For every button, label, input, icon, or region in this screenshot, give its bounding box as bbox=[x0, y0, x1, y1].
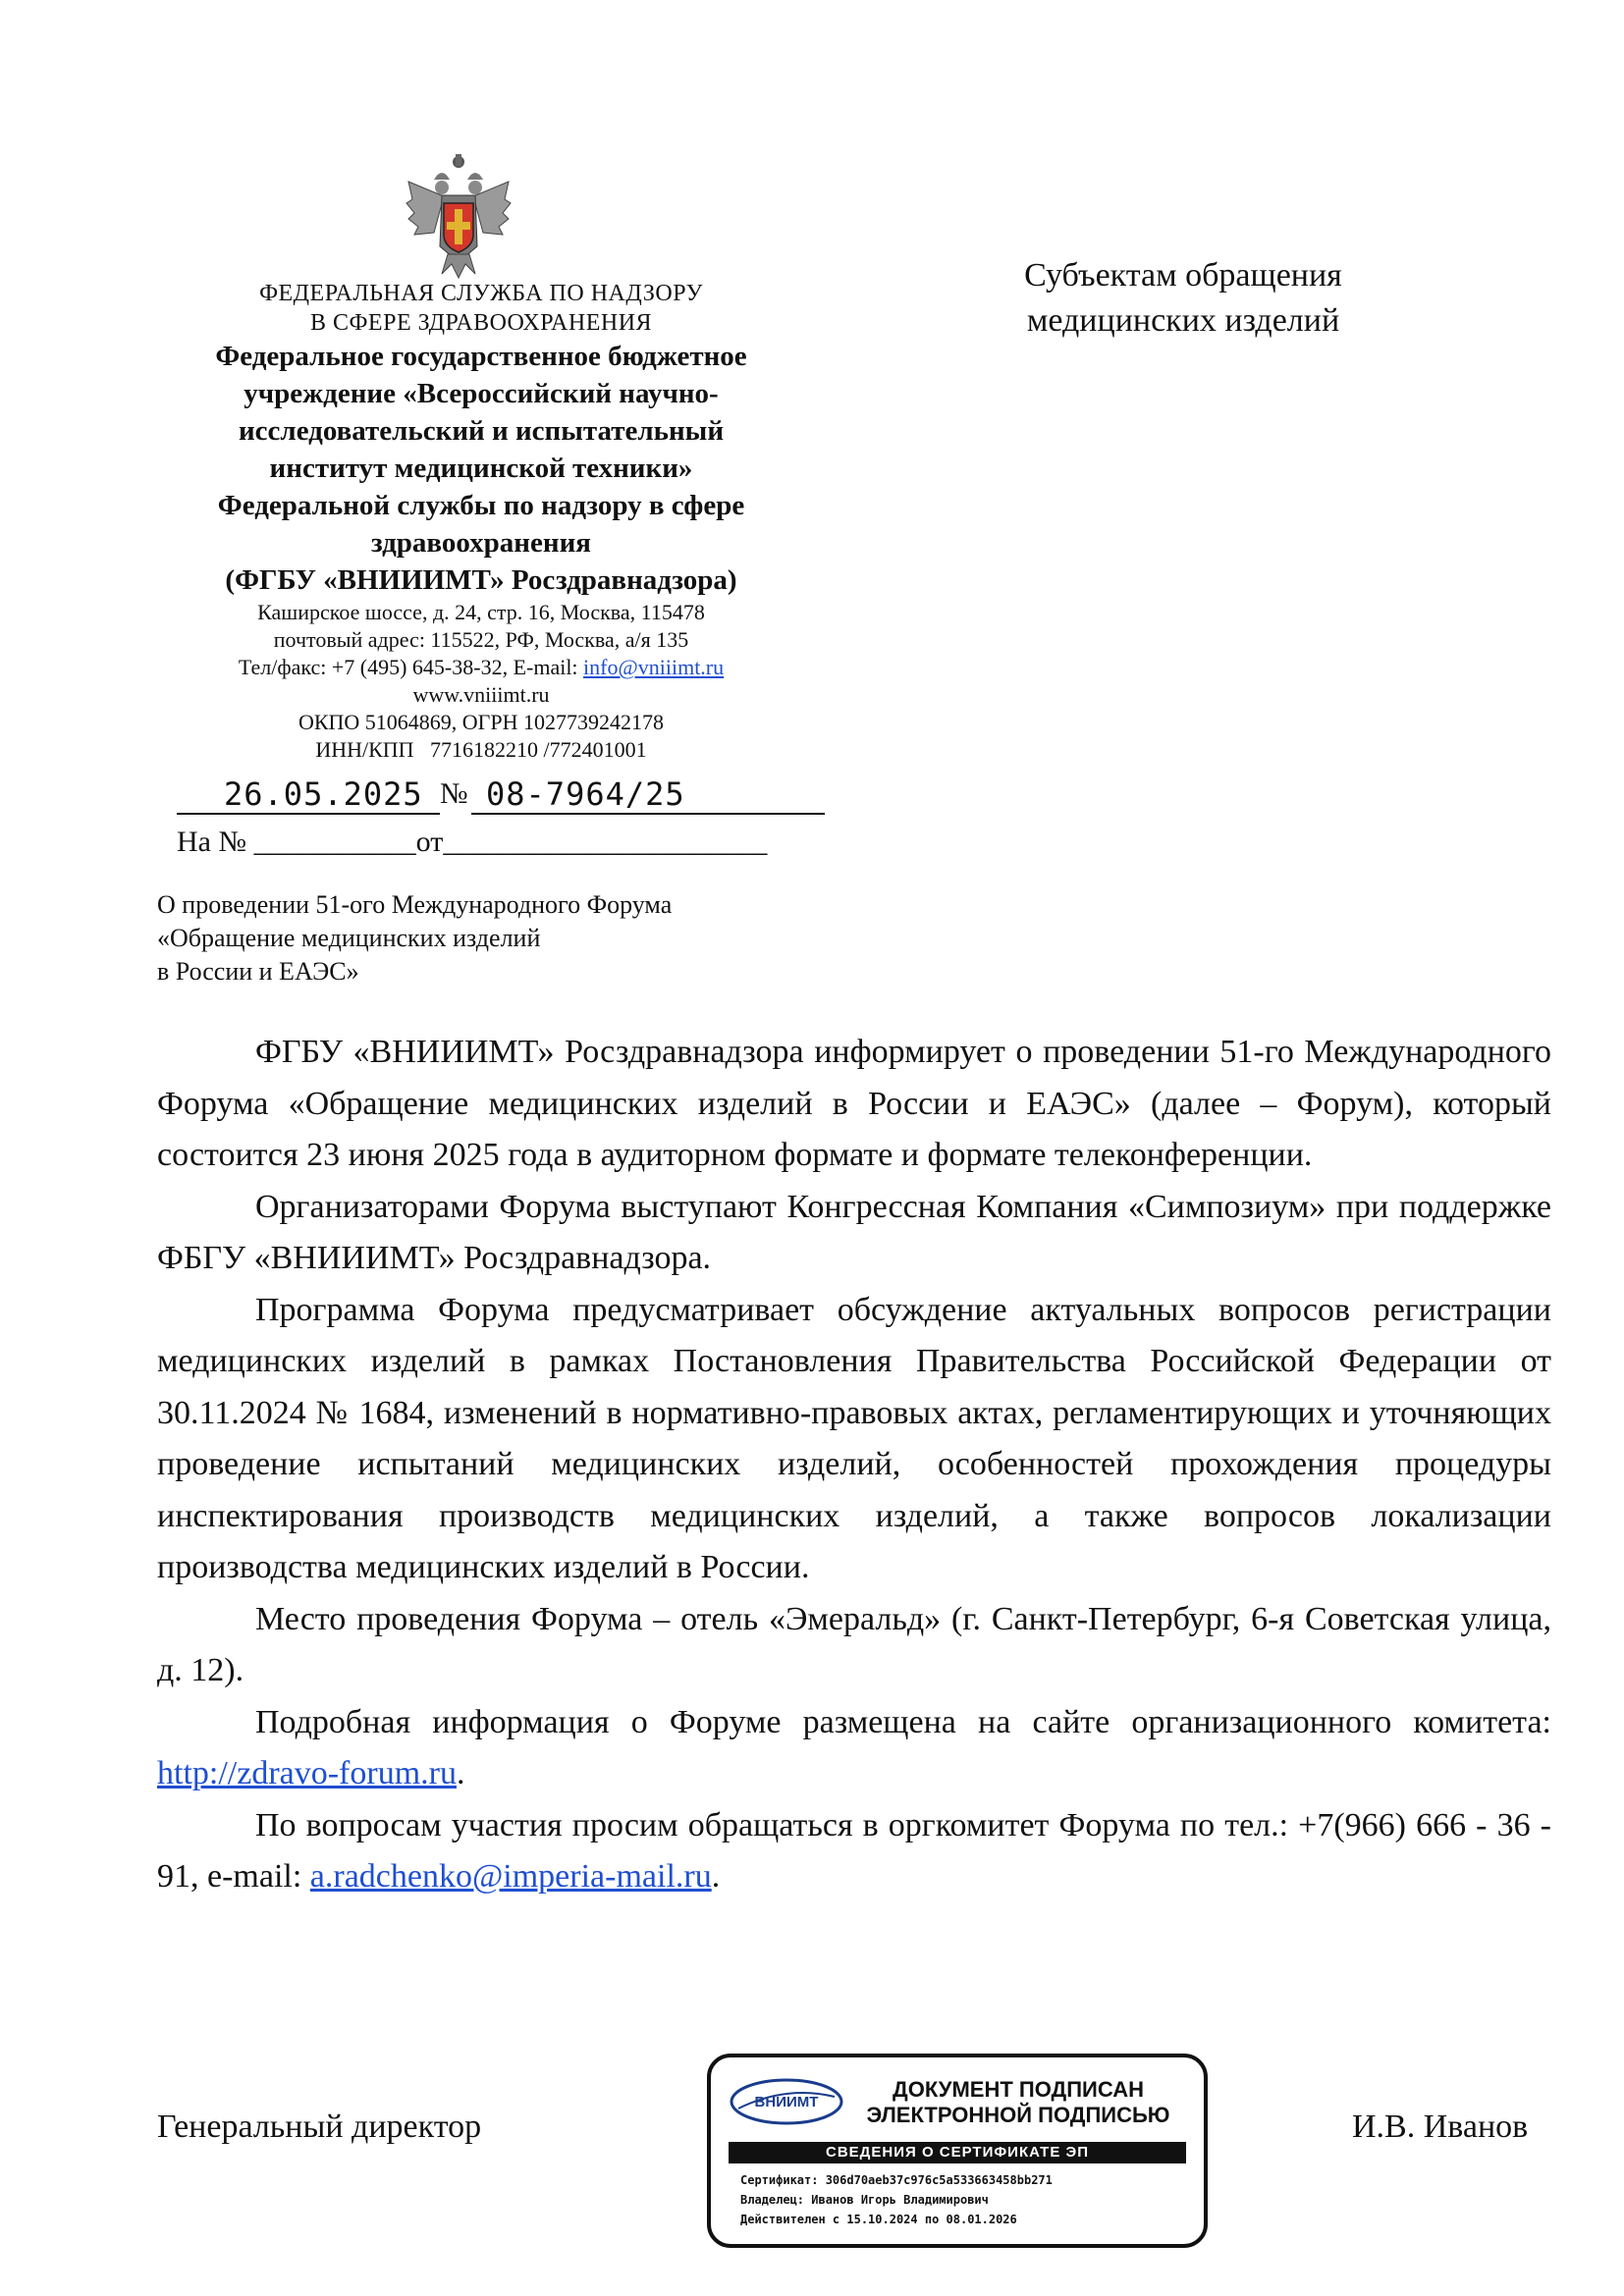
org-line: учреждение «Всероссийский научно- bbox=[244, 378, 719, 409]
addressee-line: медицинских изделий bbox=[1026, 302, 1340, 339]
paragraph-text: Подробная информация о Форуме размещена на сайте организационного комитета: bbox=[255, 1703, 1551, 1740]
registration-line bbox=[177, 775, 825, 815]
forum-website-link[interactable]: http://zdravo-forum.ru bbox=[157, 1755, 457, 1791]
paragraph bbox=[157, 1800, 1551, 1903]
website: www.vniiimt.ru bbox=[412, 682, 550, 707]
stamp-title bbox=[837, 2077, 1200, 2128]
stamp-owner: Владелец: Иванов Игорь Владимирович bbox=[740, 2193, 989, 2207]
org-line: институт медицинской техники» bbox=[269, 453, 693, 484]
letter-subject bbox=[157, 888, 844, 988]
email-link[interactable]: info@vniiimt.ru bbox=[583, 655, 725, 679]
signer-title: Генеральный директор bbox=[157, 2109, 482, 2145]
stamp-certificate: Сертификат: 306d70aeb37c976c5a533663458bb271 bbox=[740, 2173, 1053, 2187]
stamp-logo-text: ВНИИМТ bbox=[754, 2094, 819, 2110]
addressee-line: Субъектам обращения bbox=[1024, 257, 1342, 294]
address: Каширское шоссе, д. 24, стр. 16, Москва, 115478 bbox=[257, 600, 705, 624]
org-line: Федеральной службы по надзору в сфере bbox=[217, 490, 745, 521]
stamp-title-line: ДОКУМЕНТ ПОДПИСАН bbox=[893, 2077, 1144, 2102]
stamp-cert-header: СВЕДЕНИЯ О СЕРТИФИКАТЕ ЭП bbox=[729, 2142, 1186, 2163]
org-header bbox=[157, 279, 805, 764]
registration-number: 08-7964/25 bbox=[486, 775, 685, 813]
subject-line: в России и ЕАЭС» bbox=[157, 957, 359, 986]
emblem-logo bbox=[405, 152, 513, 280]
paragraph-punct: . bbox=[456, 1755, 465, 1791]
okpo: ОКПО 51064869, ОГРН 1027739242178 bbox=[298, 710, 665, 734]
postal-address: почтовый адрес: 115522, РФ, Москва, а/я 135 bbox=[273, 627, 689, 652]
service-line-1: ФЕДЕРАЛЬНАЯ СЛУЖБА ПО НАДЗОРУ bbox=[259, 281, 703, 306]
number-sign: № bbox=[440, 777, 468, 810]
paragraph: Место проведения Форума – отель «Эмеральд» (г. Санкт-Петербург, 6-я Советская улица, д. 12). bbox=[157, 1600, 1551, 1688]
inn-kpp: ИНН/КПП 7716182210 /772401001 bbox=[315, 737, 647, 762]
paragraph: Организаторами Форума выступают Конгрессная Компания «Симпозиум» при поддержке ФБГУ «ВНИИИМТ» Росздравнадзора. bbox=[157, 1188, 1551, 1276]
e-signature-stamp bbox=[707, 2054, 1208, 2248]
subject-line: «Обращение медицинских изделий bbox=[157, 924, 541, 952]
paragraph-text: По вопросам участия просим обращаться в оргкомитет Форума по тел.: +7(966) 666 - 36 - 91, e-mail: bbox=[157, 1806, 1551, 1895]
registration-date: 26.05.2025 bbox=[224, 775, 423, 813]
paragraph: ФГБУ «ВНИИИМТ» Росздравнадзора информирует о проведении 51-го Международного Форума «Обращение медицинских изделий в России и ЕАЭС» (далее – Форум), который состоится 23 июня 2025 года в аудиторном формате и формате телеконференции. bbox=[157, 1034, 1551, 1173]
signer-name: И.В. Иванов bbox=[1352, 2109, 1529, 2145]
org-line: (ФГБУ «ВНИИИМТ» Росздравнадзора) bbox=[225, 564, 737, 596]
org-line: Федеральное государственное бюджетное bbox=[215, 341, 747, 372]
org-line: исследовательский и испытательный bbox=[238, 415, 725, 447]
paragraph: Программа Форума предусматривает обсуждение актуальных вопросов регистрации медицинских изделий в рамках Постановления Правительства Российской Федерации от 30.11.2024 № 1684, изменений в нормативно-правовых актах, регламентирующих и уточняющих проведение испытаний медицинских изделий, особенностей прохождения процедуры инспектирования производств медицинских изделий, а также вопросов локализации производства медицинских изделий в России. bbox=[157, 1291, 1551, 1585]
subject-line: О проведении 51-ого Международного Форума bbox=[157, 890, 673, 919]
letter-body bbox=[157, 1027, 1551, 1903]
contacts bbox=[157, 654, 805, 681]
org-line: здравоохранения bbox=[371, 527, 591, 559]
stamp-validity: Действителен с 15.10.2024 по 08.01.2026 bbox=[740, 2213, 1017, 2226]
service-line-2: В СФЕРЕ ЗДРАВООХРАНЕНИЯ bbox=[309, 310, 653, 336]
addressee bbox=[987, 253, 1380, 344]
paragraph bbox=[157, 1697, 1551, 1800]
reference-line: На № ___________от______________________ bbox=[177, 826, 768, 858]
contact-email-link[interactable]: a.radchenko@imperia-mail.ru bbox=[309, 1858, 712, 1895]
phone-text: Тел/факс: +7 (495) 645-38-32, E-mail: bbox=[238, 655, 584, 679]
date-underline bbox=[177, 813, 440, 815]
number-underline bbox=[471, 813, 825, 815]
paragraph-punct: . bbox=[711, 1858, 721, 1895]
vniimt-logo-icon bbox=[729, 2077, 844, 2126]
stamp-title-line: ЭЛЕКТРОННОЙ ПОДПИСЬЮ bbox=[866, 2103, 1170, 2127]
